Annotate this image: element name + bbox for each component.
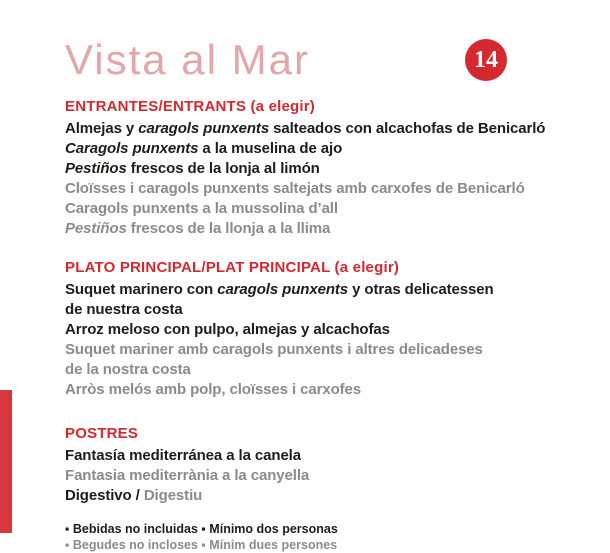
section-entrantes [65, 97, 590, 239]
section-plato-principal [65, 258, 590, 400]
menu-item-text-italic: Caragols punxents [65, 140, 199, 157]
menu-item-text: Cloïsses i caragols punxents saltejats amb carxofes de Benicarló [65, 180, 525, 197]
menu-item-text: Fantasía mediterránea a la canela [65, 447, 301, 464]
menu-item-line [65, 280, 590, 300]
menu-item-line [65, 159, 590, 179]
menu-item-text-italic: caragols punxents [138, 120, 270, 137]
menu-item-line [65, 486, 590, 506]
menu-item-text: a la muselina de ajo [198, 140, 343, 157]
left-accent-bar [0, 390, 12, 533]
menu-item-text: de la nostra costa [65, 361, 191, 378]
menu-item-text: de nuestra costa [65, 301, 183, 318]
menu-item-line-translation [65, 199, 590, 219]
menu-item-text: Caragols punxents a la mussolina d’all [65, 200, 338, 217]
section-postres [65, 424, 590, 506]
menu-item-text: Digestivo / [65, 487, 144, 504]
menu-item-line-translation [65, 179, 590, 199]
menu-item-line-translation [65, 380, 590, 400]
menu-item-text: Digestiu [143, 487, 203, 504]
menu-item-text-italic: Pestiños [65, 160, 127, 177]
menu-item-text: Arroz meloso con pulpo, almejas y alcachofas [65, 321, 390, 338]
menu-item-line-translation [65, 219, 590, 239]
footnotes [65, 521, 590, 553]
menu-item-line [65, 139, 590, 159]
menu-item-line-translation [65, 466, 590, 486]
section-heading: PLATO PRINCIPAL/PLAT PRINCIPAL (a elegir) [65, 259, 400, 276]
menu-title: Vista al Mar [65, 36, 310, 83]
footnote: ▪ Bebidas no incluidas ▪ Mínimo dos personas [65, 522, 338, 536]
menu-item-text: frescos de la llonja a la llima [126, 220, 331, 237]
footnote-translation: ▪ Begudes no incloses ▪ Mínim dues persones [65, 538, 338, 552]
section-heading: POSTRES [65, 425, 139, 442]
menu-item-line [65, 119, 590, 139]
menu-item-text: salteados con alcachofas de Benicarló [269, 120, 546, 137]
menu-item-text: Arròs melós amb polp, cloïsses i carxofes [65, 381, 362, 398]
menu-item-line [65, 320, 590, 340]
menu-item-text-italic: Pestiños [65, 220, 127, 237]
menu-item-text: Fantasia mediterrània a la canyella [65, 467, 310, 484]
menu-item-line-translation [65, 340, 590, 360]
menu-item-line-translation [65, 360, 590, 380]
menu-item-line [65, 300, 590, 320]
menu-item-text: frescos de la lonja al limón [126, 160, 320, 177]
page-number-badge: 14 [465, 39, 507, 81]
menu-item-text-italic: caragols punxents [217, 281, 349, 298]
menu-item-text: Almejas y [65, 120, 139, 137]
menu-item-text: Suquet mariner amb caragols punxents i altres delicadeses [65, 341, 483, 358]
menu-item-text: y otras delicatessen [348, 281, 494, 298]
section-heading: ENTRANTES/ENTRANTS (a elegir) [65, 98, 315, 115]
menu-item-line [65, 446, 590, 466]
menu-item-text: Suquet marinero con [65, 281, 218, 298]
